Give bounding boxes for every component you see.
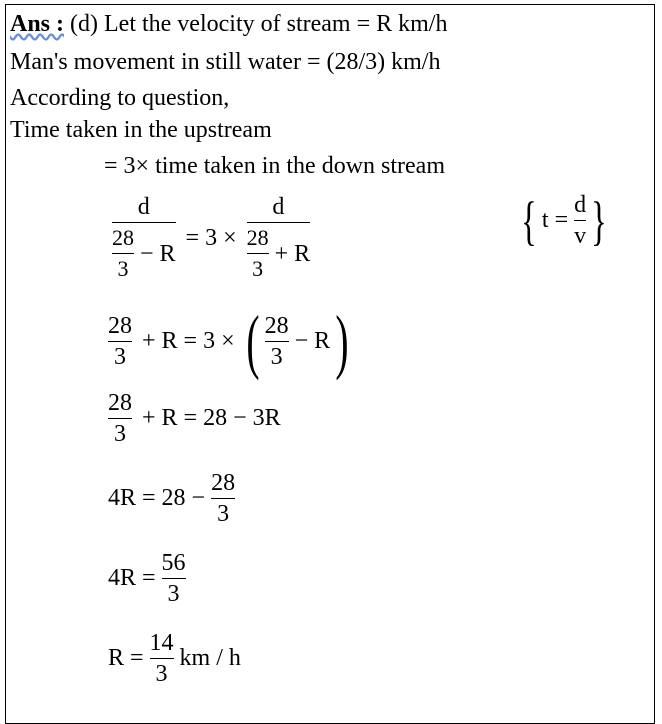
answer-line — [10, 10, 447, 38]
equation-4 — [108, 468, 235, 529]
eq6-den: 3 — [155, 661, 168, 687]
velocity-statement: Let the velocity of stream = R km/h — [104, 11, 448, 37]
eq1-rhs-num: d — [272, 194, 285, 220]
eq4-num: 28 — [211, 470, 236, 496]
hint-left: t = — [541, 207, 569, 233]
eq2-in-den: 3 — [270, 343, 283, 370]
eq3-den: 3 — [114, 421, 126, 447]
hint-den: v — [574, 223, 587, 249]
upstream-text: Time taken in the upstream — [10, 117, 272, 143]
eq3-num: 28 — [108, 390, 132, 416]
hint-num: d — [574, 192, 587, 218]
eq5-den: 3 — [167, 581, 180, 607]
equation-3 — [108, 388, 281, 449]
eq3-rest: + R = 28 − 3R — [142, 405, 281, 431]
eq5-lhs: 4R = — [108, 565, 156, 591]
eq1-mid: = 3 × — [185, 224, 237, 251]
eq1-lhs-num: d — [137, 194, 150, 220]
eq1-rhs-inner-den: 3 — [252, 256, 264, 281]
eq6-unit: km / h — [179, 645, 241, 671]
eq2-den: 3 — [114, 343, 126, 370]
according-text: According to question, — [10, 85, 230, 111]
equation-2: $\frac{28}{3}$ + R = 3 × ( $\frac{28}{3}$ − R) — [108, 301, 349, 381]
equation-1 — [112, 192, 310, 284]
equation-6 — [108, 628, 241, 689]
eq2-num: 28 — [108, 312, 132, 339]
answer-label: Ans : — [10, 11, 65, 37]
eq5-num: 56 — [161, 550, 186, 576]
eq1-lhs-fraction — [112, 192, 176, 284]
eq6-num: 14 — [149, 630, 174, 656]
eq1-rhs-fraction — [247, 192, 311, 284]
still-water-statement: Man's movement in still water = (28/3) km/h — [10, 49, 441, 75]
eq1-lhs-inner-num: 28 — [112, 225, 134, 250]
eq2-in-num: 28 — [264, 312, 289, 339]
time-formula-hint: { t = $\frac{d}{v}$ } — [521, 190, 607, 251]
eq1-lhs-inner-den: 3 — [117, 256, 129, 281]
downstream-text: = 3× time taken in the down stream — [104, 153, 445, 179]
answer-option: (d) — [70, 11, 98, 37]
eq1-rhs-rest: + R — [274, 240, 311, 267]
equation-5 — [108, 548, 186, 609]
eq2-in-rest: − R — [294, 327, 331, 354]
eq2-mid: + R = 3 × — [142, 327, 235, 354]
eq4-den: 3 — [217, 501, 230, 527]
eq6-lhs: R = — [108, 645, 144, 671]
eq4-lhs: 4R = 28 − — [108, 485, 206, 511]
eq1-rhs-inner-num: 28 — [246, 225, 269, 250]
eq1-lhs-rest: − R — [140, 240, 176, 267]
